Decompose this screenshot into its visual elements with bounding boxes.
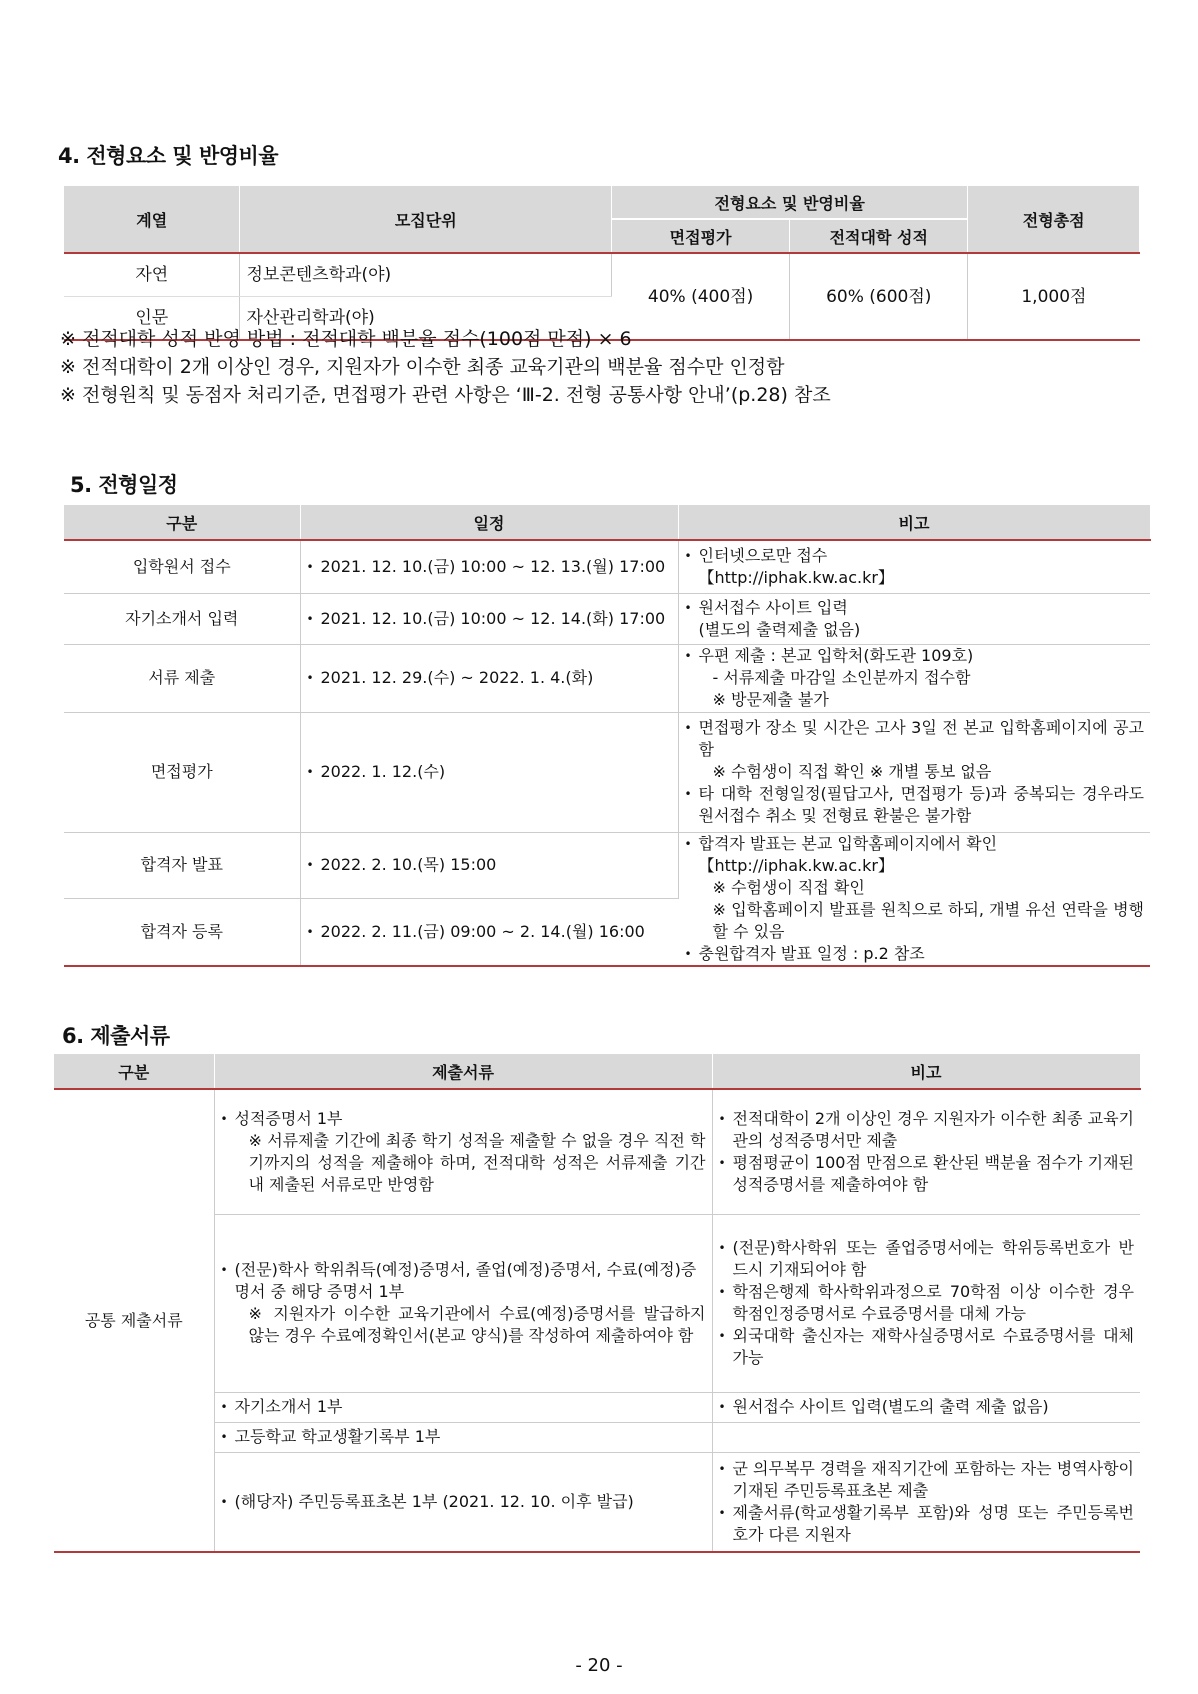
schedule-cat: 합격자 등록 (64, 899, 300, 966)
schedule-remark: • 면접평가 장소 및 시간은 고사 3일 전 본교 입학홈페이지에 공고함 ※ 수험생이 직접 확인 ※ 개별 통보 없음 • 타 대학 전형일정(필답고사, 면접평가 등)과 중복되는 경우라도 원서접수 취소 및 전형료 환불은 불가함 (678, 712, 1150, 832)
header-remark: 비고 (712, 1054, 1140, 1089)
table-row (64, 644, 1150, 712)
schedule-cat: 자기소개서 입력 (64, 593, 300, 644)
doc-remark: • 전적대학이 2개 이상인 경우 지원자가 이수한 최종 교육기관의 성적증명서만 제출 • 평점평균이 100점 만점으로 환산된 백분율 점수가 기재된 성적증명서를 제출하여야 함 (712, 1089, 1140, 1214)
header-interview: 면접평가 (612, 219, 790, 253)
schedule-cat: 합격자 발표 (64, 832, 300, 899)
table-row (64, 712, 1150, 832)
doc-remark: • 원서접수 사이트 입력(별도의 출력 제출 없음) (712, 1392, 1140, 1422)
doc-cell: • (해당자) 주민등록표초본 1부 (2021. 12. 10. 이후 발급) (214, 1452, 712, 1552)
header-grade: 전적대학 성적 (790, 219, 968, 253)
doc-cell: • 고등학교 학교생활기록부 1부 (214, 1422, 712, 1452)
doc-cell: • 성적증명서 1부 ※ 서류제출 기간에 최종 학기 성적을 제출할 수 없을 경우 직전 학기까지의 성적을 제출해야 하며, 전적대학 성적은 서류제출 기간 내 제출된 서류로만 반영함 (214, 1089, 712, 1214)
field-cell: 인문 (64, 297, 240, 341)
schedule-date: • 2021. 12. 10.(금) 10:00 ~ 12. 13.(월) 17:00 (300, 540, 678, 593)
unit-cell: 정보콘텐츠학과(야) (240, 253, 612, 297)
schedule-date: • 2022. 1. 12.(수) (300, 712, 678, 832)
schedule-remark: • 원서접수 사이트 입력 (별도의 출력제출 없음) (678, 593, 1150, 644)
header-ratio: 전형요소 및 반영비율 (612, 186, 968, 219)
table-row (64, 540, 1150, 593)
interview-ratio: 40% (400점) (612, 253, 790, 340)
doc-cell: • 자기소개서 1부 (214, 1392, 712, 1422)
header-unit: 모집단위 (240, 186, 612, 253)
doc-remark: • 군 의무복무 경력을 재직기간에 포함하는 자는 병역사항이 기재된 주민등록표초본 제출 • 제출서류(학교생활기록부 포함)와 성명 또는 주민등록번호가 다른 지원자 (712, 1452, 1140, 1552)
header-field: 계열 (64, 186, 240, 253)
schedule-remark: • 인터넷으로만 접수 【http://iphak.kw.ac.kr】 (678, 540, 1150, 593)
grade-ratio: 60% (600점) (790, 253, 968, 340)
doc-remark: • (전문)학사학위 또는 졸업증명서에는 학위등록번호가 반드시 기재되어야 함 • 학점은행제 학사학위과정으로 70학점 이상 이수한 경우 학점인정증명서로 수료증명서를 대체 가능 • 외국대학 출신자는 재학사실증명서로 수료증명서를 대체 가능 (712, 1214, 1140, 1392)
table-row (54, 1452, 1140, 1552)
schedule-date: • 2022. 2. 10.(목) 15:00 (300, 832, 678, 899)
section-6-title: 6. 제출서류 (62, 1024, 170, 1048)
schedule-table (64, 505, 1151, 967)
schedule-cat: 면접평가 (64, 712, 300, 832)
schedule-cat: 서류 제출 (64, 644, 300, 712)
header-total: 전형총점 (968, 186, 1140, 253)
header-remark: 비고 (678, 505, 1150, 540)
table-row (64, 253, 1140, 297)
doc-cell: • (전문)학사 학위취득(예정)증명서, 졸업(예정)증명서, 수료(예정)증명서 중 해당 증명서 1부 ※ 지원자가 이수한 교육기관에서 수료(예정)증명서를 발급하지 않는 경우 수료예정확인서(본교 양식)를 작성하여 제출하여야 함 (214, 1214, 712, 1392)
doc-remark (712, 1422, 1140, 1452)
documents-table (54, 1054, 1141, 1553)
note-1: ※ 전적대학 성적 반영 방법 : 전적대학 백분율 점수(100점 만점) × 6 (60, 328, 632, 350)
schedule-date: • 2021. 12. 29.(수) ~ 2022. 1. 4.(화) (300, 644, 678, 712)
schedule-date: • 2021. 12. 10.(금) 10:00 ~ 12. 14.(화) 17:00 (300, 593, 678, 644)
doc-category: 공통 제출서류 (54, 1089, 214, 1552)
note-3: ※ 전형원칙 및 동점자 처리기준, 면접평가 관련 사항은 ‘Ⅲ-2. 전형 공통사항 안내’(p.28) 참조 (60, 384, 831, 406)
selection-ratio-table (64, 186, 1140, 341)
total-score: 1,000점 (1021, 286, 1087, 307)
section-5-title: 5. 전형일정 (70, 473, 178, 497)
table-row (54, 1089, 1140, 1214)
header-cat: 구분 (54, 1054, 214, 1089)
schedule-date: • 2022. 2. 11.(금) 09:00 ~ 2. 14.(월) 16:00 (300, 899, 678, 966)
field-cell: 자연 (64, 253, 240, 297)
schedule-remark: • 우편 제출 : 본교 입학처(화도관 109호) - 서류제출 마감일 소인분까지 접수함 ※ 방문제출 불가 (678, 644, 1150, 712)
header-date: 일정 (300, 505, 678, 540)
unit-cell: 자산관리학과(야) (246, 308, 375, 328)
table-row (64, 832, 1150, 899)
table-row (64, 593, 1150, 644)
schedule-cat: 입학원서 접수 (64, 540, 300, 593)
header-doc: 제출서류 (214, 1054, 712, 1089)
table-row (54, 1214, 1140, 1392)
table-row (54, 1422, 1140, 1452)
page-number: - 20 - (575, 1655, 623, 1676)
table-row (54, 1392, 1140, 1422)
announcement-remark: • 합격자 발표는 본교 입학홈페이지에서 확인 【http://iphak.kw.ac.kr】 ※ 수험생이 직접 확인 ※ 입학홈페이지 발표를 원칙으로 하되, 개별 유선 연락을 병행할 수 있음 • 충원합격자 발표 일정 : p.2 참조 (678, 832, 1150, 966)
section-4-title: 4. 전형요소 및 반영비율 (58, 144, 279, 168)
header-cat: 구분 (64, 505, 300, 540)
note-2: ※ 전적대학이 2개 이상인 경우, 지원자가 이수한 최종 교육기관의 백분율 점수만 인정함 (60, 356, 785, 378)
